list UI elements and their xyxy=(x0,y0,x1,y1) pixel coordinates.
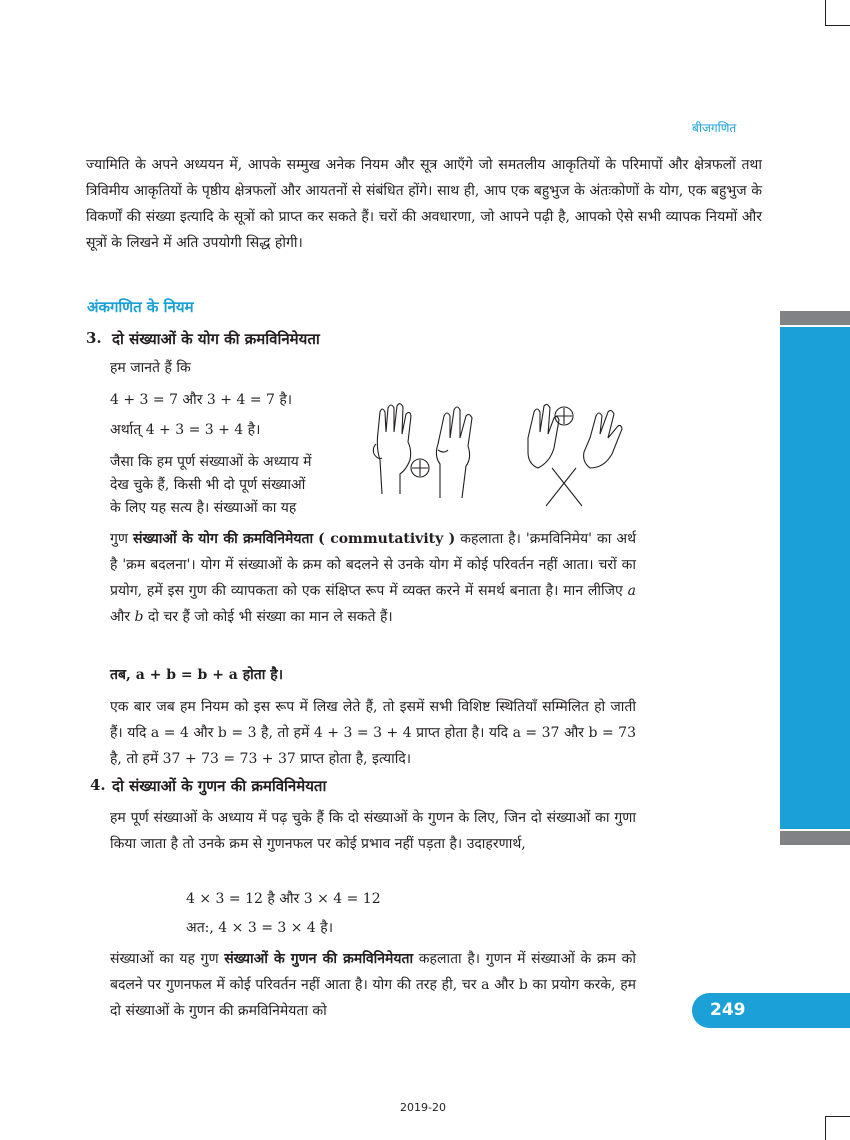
s4-equation-1: 4 × 3 = 12 है और 3 × 4 = 12 xyxy=(186,891,381,907)
s3-p1e: दो चर हैं जो कोई भी संख्या का मान ले सकते हैं। xyxy=(147,609,393,625)
sidebar-grey-top xyxy=(780,311,850,325)
s3-p1-bold-term: संख्याओं के योग की क्रमविनिमेयता xyxy=(133,531,314,547)
crop-mark-top-horizontal xyxy=(825,25,850,26)
crop-mark-bottom-vertical xyxy=(825,1116,826,1140)
s3-line-6: के लिए यह सत्य है। संख्याओं का यह xyxy=(110,500,297,516)
footer-year: 2019-20 xyxy=(400,1101,446,1114)
s3-p1a: गुण xyxy=(110,531,129,547)
s3-line-2: 4 + 3 = 7 और 3 + 4 = 7 है। xyxy=(110,392,293,408)
s3-var-a: a xyxy=(627,583,636,599)
s3-line-5: देख चुके हैं, किसी भी दो पूर्ण संख्याओं xyxy=(110,477,306,493)
s3-and: और xyxy=(110,609,131,625)
sidebar-blue-tab xyxy=(780,327,850,829)
sidebar-grey-bottom xyxy=(780,831,850,845)
s3-var-b: b xyxy=(134,609,144,625)
s3-para-2: एक बार जब हम नियम को इस रूप में लिख लेते हैं, तो इसमें सभी विशिष्ट स्थितियाँ सम्मिलित हो जाती हैं। यदि a = 4 और b = 3 है, तो हमें 4 + 3 = 3 + 4 प्राप्त होता है। यदि a = 37 और b = 73 है, तो हमें 37 + 73 = 73 + 37 प्राप्त होता है, इत्यादि। xyxy=(110,699,636,767)
item-4-title: दो संख्याओं के गुणन की क्रमविनिमेयता xyxy=(112,777,327,795)
s3-line-3: अर्थात् 4 + 3 = 3 + 4 है। xyxy=(110,422,261,438)
s4-para-2 xyxy=(110,946,636,1024)
s3-line-4: जैसा कि हम पूर्ण संख्याओं के अध्याय में xyxy=(110,454,312,470)
item-3-number: 3. xyxy=(86,329,102,347)
crop-mark-top-vertical xyxy=(825,0,826,26)
s4-para-1: हम पूर्ण संख्याओं के अध्याय में पढ़ चुके हैं कि दो संख्याओं के गुणन के लिए, जिन दो संख्याओं का गुणा किया जाता है तो उनके क्रम से गुणनफल पर कोई प्रभाव नहीं पड़ता है। उदाहरणार्थ, xyxy=(110,810,636,852)
s3-rule: तब, a + b = b + a होता है। xyxy=(110,667,284,683)
s3-para-1 xyxy=(110,526,636,630)
page-number-badge: 249 xyxy=(692,993,850,1028)
crop-mark-bottom-horizontal xyxy=(825,1116,850,1117)
s3-p1d: कहलाता है। 'क्रमविनिमेय' का अर्थ है 'क्रम बदलना'। योग में संख्याओं के क्रम को बदलने से उनके योग में कोई परिवर्तन नहीं आता। चरों का प्रयोग, हमें इस गुण की व्यापकता को एक संक्षिप्त रूप में व्यक्त करने में समर्थ बनाता है। मान लीजिए xyxy=(110,531,637,599)
item-3-title: दो संख्याओं के योग की क्रमविनिमेयता xyxy=(112,330,320,348)
s3-p1-english-term: ( commutativity ) xyxy=(318,531,456,547)
intro-paragraph: ज्यामिति के अपने अध्ययन में, आपके सम्मुख अनेक नियम और सूत्र आएँगे जो समतलीय आकृतियों के परिमापों और क्षेत्रफलों तथा त्रिविमीय आकृतियों के पृष्ठीय क्षेत्रफलों और आयतनों से संबंधित होंगे। साथ ही, आप एक बहुभुज के अंतःकोणों के योग, एक बहुभुज के विकर्णों की संख्या इत्यादि के सूत्रों को प्राप्त कर सकते हैं। चरों की अवधारणा, जो आपने पढ़ी है, आपको ऐसे सभी व्यापक नियमों और सूत्रों के लिखने में अति उपयोगी सिद्ध होगी। xyxy=(86,157,762,251)
s4-p2c: कहलाता है। गुणन में संख्याओं के क्रम को बदलने पर गुणनफल में कोई परिवर्तन नहीं आता है। योग की तरह ही, चर a और b का प्रयोग करके, हम दो संख्याओं के गुणन की क्रमविनिमेयता को xyxy=(110,951,637,1019)
s4-p2a: संख्याओं का यह गुण xyxy=(110,951,219,967)
item-4-number: 4. xyxy=(90,776,106,794)
s3-line-1: हम जानते हैं कि xyxy=(110,360,191,376)
hands-illustration xyxy=(368,398,654,510)
running-header: बीजगणित xyxy=(692,121,737,135)
s4-equation-2: अत:, 4 × 3 = 3 × 4 है। xyxy=(186,920,334,936)
section-title: अंकगणित के नियम xyxy=(87,298,194,316)
s4-p2-bold-term: संख्याओं के गुणन की क्रमविनिमेयता xyxy=(224,951,414,967)
